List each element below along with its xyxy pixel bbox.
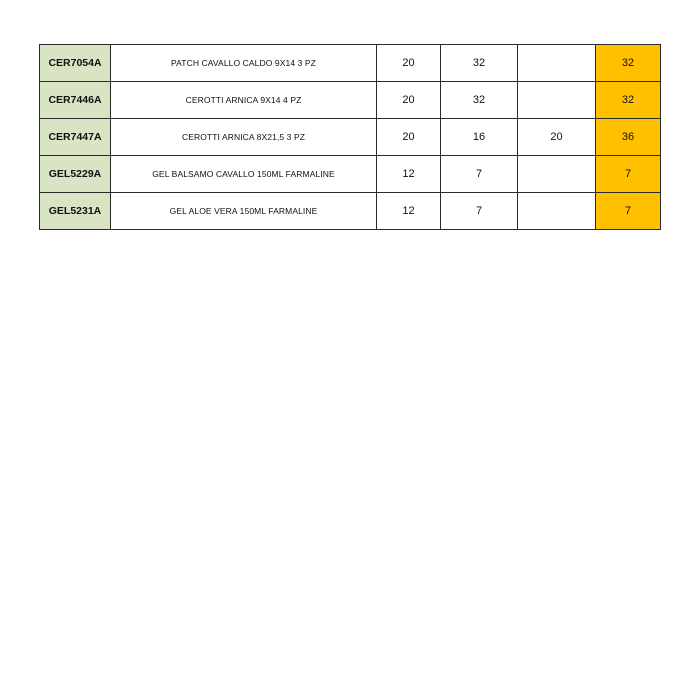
quantity-cell: 20 [518,119,596,156]
quantity-cell: 20 [377,119,441,156]
product-description-cell: CEROTTI ARNICA 9X14 4 PZ [111,82,377,119]
table-row [40,156,661,193]
quantity-cell: 12 [377,193,441,230]
quantity-cell: 32 [441,82,518,119]
quantity-cell: 16 [441,119,518,156]
product-code-cell: CER7446A [40,82,111,119]
total-cell: 32 [596,45,661,82]
product-code-cell: GEL5231A [40,193,111,230]
quantity-cell [518,193,596,230]
product-description-cell: CEROTTI ARNICA 8X21,5 3 PZ [111,119,377,156]
product-description-cell: GEL ALOE VERA 150ML FARMALINE [111,193,377,230]
product-code-cell: CER7447A [40,119,111,156]
quantity-cell [518,82,596,119]
quantity-cell: 32 [441,45,518,82]
table-row [40,82,661,119]
product-table [39,44,661,230]
product-code-cell: CER7054A [40,45,111,82]
table-row [40,119,661,156]
quantity-cell: 12 [377,156,441,193]
total-cell: 36 [596,119,661,156]
total-cell: 7 [596,156,661,193]
product-description-cell: PATCH CAVALLO CALDO 9X14 3 PZ [111,45,377,82]
quantity-cell [518,156,596,193]
quantity-cell: 7 [441,193,518,230]
quantity-cell: 7 [441,156,518,193]
table-row [40,45,661,82]
quantity-cell: 20 [377,82,441,119]
table-row [40,193,661,230]
product-code-cell: GEL5229A [40,156,111,193]
quantity-cell [518,45,596,82]
total-cell: 7 [596,193,661,230]
product-description-cell: GEL BALSAMO CAVALLO 150ML FARMALINE [111,156,377,193]
quantity-cell: 20 [377,45,441,82]
total-cell: 32 [596,82,661,119]
